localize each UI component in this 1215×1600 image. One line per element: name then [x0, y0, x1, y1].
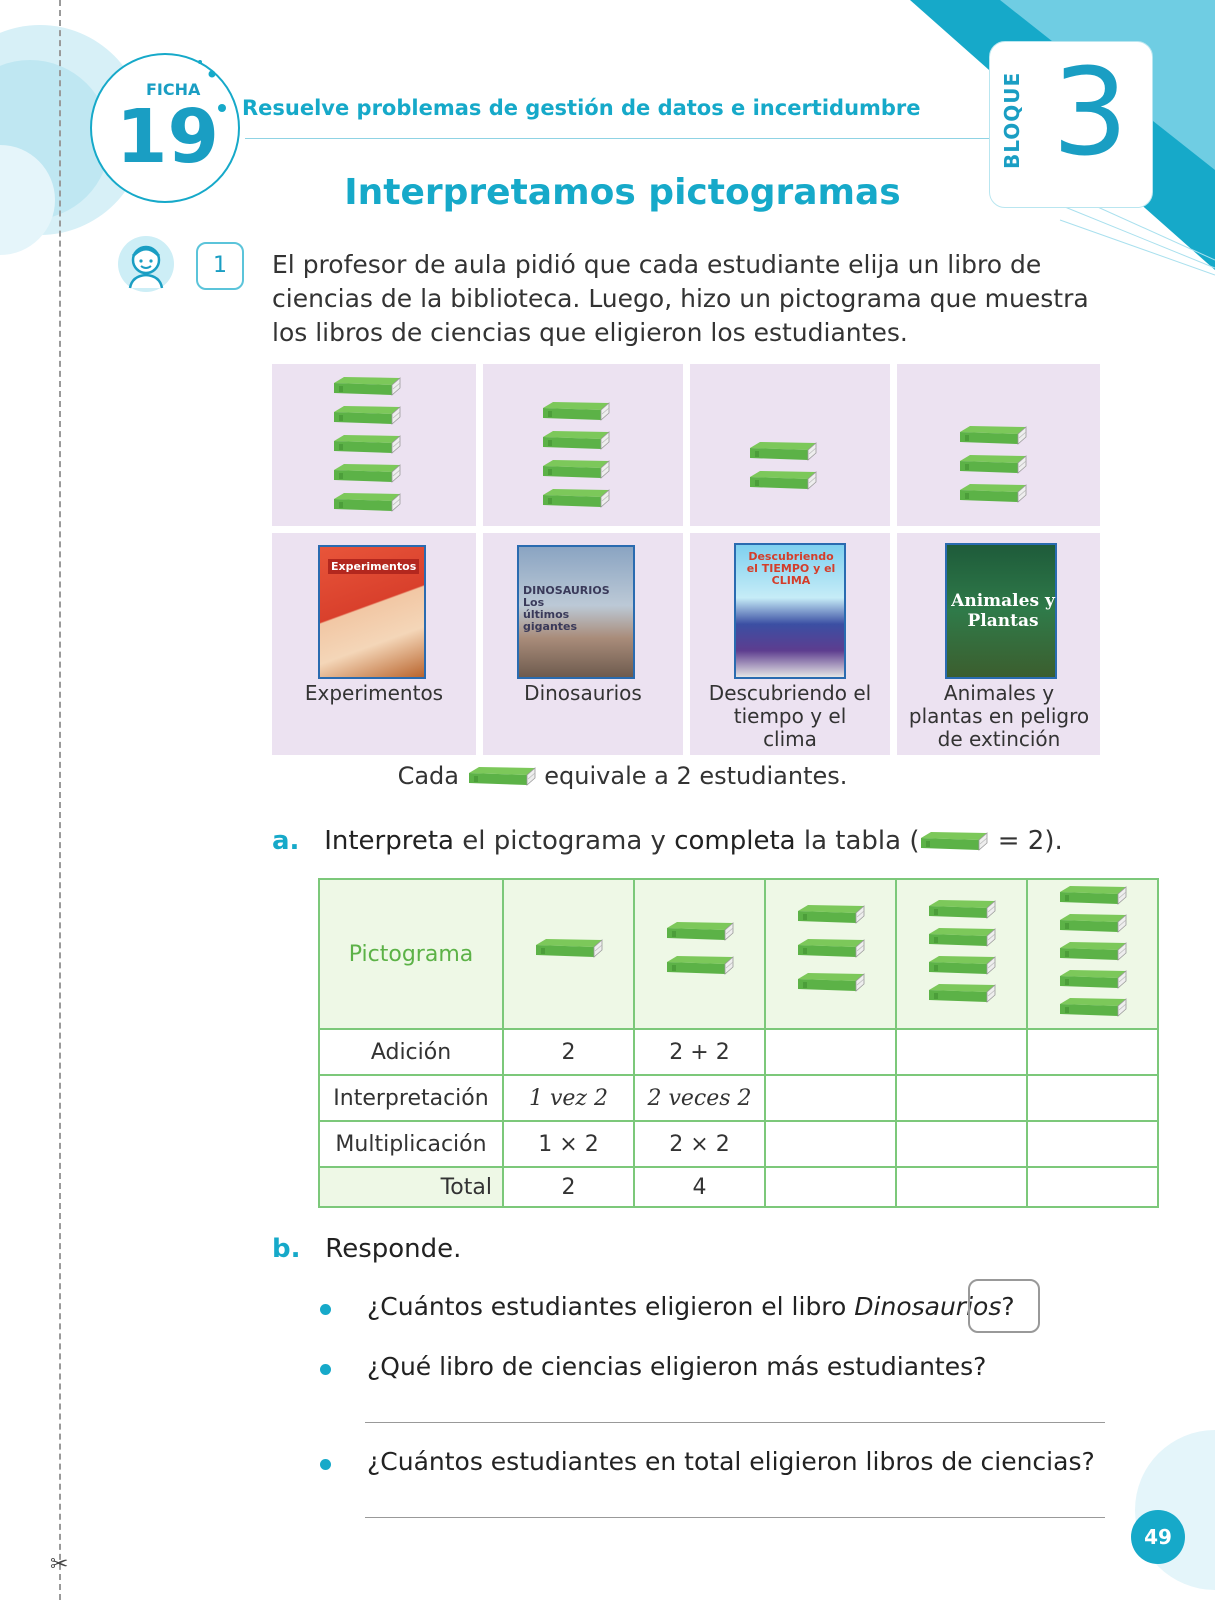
cover-title: Experimentos — [328, 559, 419, 574]
answer-cell[interactable] — [896, 1029, 1027, 1075]
student-icon — [116, 234, 176, 294]
answer-cell[interactable] — [1027, 1029, 1158, 1075]
book-icon — [665, 920, 735, 944]
book-icon — [958, 424, 1028, 448]
answer-cell[interactable] — [896, 1121, 1027, 1167]
question-b: b. Responde. — [272, 1234, 462, 1264]
book-cover-dinosaurios — [517, 545, 635, 679]
book-icon — [332, 462, 402, 486]
book-icon — [1058, 884, 1128, 908]
book-icon — [665, 954, 735, 978]
book-icon — [919, 830, 989, 854]
row-label: Total — [319, 1167, 503, 1207]
pictogram-icons-cell — [1027, 879, 1158, 1029]
subject-heading: Resuelve problemas de gestión de datos e incertidumbre — [242, 96, 921, 120]
question-b2: ¿Qué libro de ciencias eligieron más estudiantes? — [367, 1352, 987, 1381]
table-cell: 2 — [503, 1167, 634, 1207]
book-icon — [332, 404, 402, 428]
page-number: 49 — [1131, 1510, 1185, 1564]
book-icon — [958, 453, 1028, 477]
row-label: Adición — [319, 1029, 503, 1075]
pictogram-icons-cell — [896, 879, 1027, 1029]
handwritten-cell: 1 vez 2 — [503, 1075, 634, 1121]
table-cell: 4 — [634, 1167, 765, 1207]
book-icon — [796, 937, 866, 961]
book-icon-stack — [897, 898, 1026, 1010]
book-icon-stack — [766, 903, 895, 1005]
table-cell: 2 + 2 — [634, 1029, 765, 1075]
book-icon-stack — [332, 375, 406, 525]
book-icon — [534, 937, 604, 961]
book-icon — [927, 898, 997, 922]
ficha-label: FICHA — [146, 80, 201, 99]
book-label: Dinosaurios — [524, 681, 642, 705]
bloque-label: BLOQUE — [1000, 71, 1024, 169]
book-icon — [919, 830, 989, 854]
book-icon — [467, 765, 537, 789]
table-row — [319, 1075, 1158, 1121]
scissors-icon: ✂ — [50, 1552, 69, 1577]
table-row — [319, 1029, 1158, 1075]
book-cover-experimentos — [318, 545, 426, 679]
question-letter: b. — [272, 1234, 301, 1264]
cover-title: Animales y Plantas — [951, 591, 1055, 631]
answer-cell[interactable] — [896, 1075, 1027, 1121]
bullet-icon — [320, 1364, 331, 1375]
book-icon — [748, 469, 818, 493]
verb-completa: completa — [674, 826, 796, 856]
book-cover-tiempo-clima — [734, 543, 846, 679]
book-icon-stack — [635, 920, 764, 988]
book-icon — [1058, 968, 1128, 992]
book-icon-stack — [541, 400, 615, 520]
answer-cell[interactable] — [765, 1075, 896, 1121]
question-b3: ¿Cuántos estudiantes en total eligieron libros de ciencias? — [367, 1447, 1095, 1476]
bloque-number: 3 — [1052, 44, 1129, 183]
cover-title: DINOSAURIOS Los últimos gigantes — [523, 584, 610, 633]
book-icon — [796, 971, 866, 995]
book-icon — [927, 954, 997, 978]
pictogram-icons-cell — [503, 879, 634, 1029]
answer-cell[interactable] — [1027, 1121, 1158, 1167]
table-cell: 2 × 2 — [634, 1121, 765, 1167]
book-icon — [1058, 912, 1128, 936]
answer-cell[interactable] — [765, 1029, 896, 1075]
answer-line[interactable] — [365, 1422, 1105, 1423]
intro-text: El profesor de aula pidió que cada estudiante elija un libro de ciencias de la biblioteca. Luego, hizo un pictograma que muestra los libros de ciencias que eligieron los estudiantes. — [272, 250, 1089, 347]
book-icon — [541, 429, 611, 453]
table-row — [319, 1167, 1158, 1207]
question-b1-book: Dinosaurios — [854, 1292, 1002, 1321]
book-icon — [927, 926, 997, 950]
book-icon-stack — [748, 440, 822, 500]
book-icon — [927, 982, 997, 1006]
book-icon — [332, 433, 402, 457]
table-cell: 1 × 2 — [503, 1121, 634, 1167]
legend-prefix: Cada — [397, 762, 459, 790]
book-icon-stack — [958, 424, 1032, 514]
pictogram-icons-cell — [765, 879, 896, 1029]
book-icon — [332, 375, 402, 399]
row-label: Interpretación — [319, 1075, 503, 1121]
ficha-number: 19 — [116, 94, 219, 180]
verb-interpreta: Interpreta — [324, 826, 454, 856]
answer-cell[interactable] — [765, 1167, 896, 1207]
book-icon — [748, 440, 818, 464]
activity-number: 1 — [196, 242, 244, 290]
completion-table — [318, 878, 1159, 1208]
answer-cell[interactable] — [765, 1121, 896, 1167]
book-icon — [541, 458, 611, 482]
pictogram-legend — [0, 762, 1215, 790]
question-a-mid: el pictograma y — [462, 826, 666, 856]
cover-title: Descubriendo el TIEMPO y el CLIMA — [746, 550, 836, 587]
answer-cell[interactable] — [896, 1167, 1027, 1207]
bullet-icon — [320, 1459, 331, 1470]
book-label: Experimentos — [304, 681, 444, 705]
book-label: Animales y plantas en peligro de extinción — [908, 681, 1090, 751]
question-a-eq: = 2). — [997, 826, 1063, 856]
question-letter: a. — [272, 826, 300, 856]
answer-cell[interactable] — [1027, 1075, 1158, 1121]
book-icon-stack — [504, 937, 633, 971]
table-row — [319, 879, 1158, 1029]
verb-responde: Responde — [325, 1234, 454, 1264]
book-icon — [541, 400, 611, 424]
book-icon-stack — [1028, 884, 1157, 1024]
table-row — [319, 1121, 1158, 1167]
book-icon — [958, 482, 1028, 506]
answer-cell[interactable] — [1027, 1167, 1158, 1207]
handwritten-cell: 2 veces 2 — [634, 1075, 765, 1121]
legend-suffix: equivale a 2 estudiantes. — [544, 762, 848, 790]
question-a-end: la tabla ( — [803, 826, 920, 856]
answer-box[interactable] — [968, 1279, 1040, 1333]
question-b1-end: ? — [1001, 1292, 1015, 1321]
question-a — [272, 826, 1063, 856]
table-cell: 2 — [503, 1029, 634, 1075]
cut-line — [59, 0, 61, 1600]
table-header-pictograma: Pictograma — [319, 879, 503, 1029]
book-icon — [467, 765, 537, 789]
book-cover-animales-plantas — [945, 543, 1057, 679]
header-divider — [245, 138, 990, 139]
book-label: Descubriendo el tiempo y el clima — [708, 681, 872, 751]
question-b1-text: ¿Cuántos estudiantes eligieron el libro — [367, 1292, 855, 1321]
question-b1 — [367, 1292, 1015, 1321]
answer-line[interactable] — [365, 1517, 1105, 1518]
book-icon — [541, 487, 611, 511]
book-icon — [796, 903, 866, 927]
page-title: Interpretamos pictogramas — [344, 172, 901, 213]
pictogram-icons-cell — [634, 879, 765, 1029]
row-label: Multiplicación — [319, 1121, 503, 1167]
book-icon — [1058, 996, 1128, 1020]
bullet-icon — [320, 1304, 331, 1315]
book-icon — [1058, 940, 1128, 964]
book-icon — [332, 491, 402, 515]
